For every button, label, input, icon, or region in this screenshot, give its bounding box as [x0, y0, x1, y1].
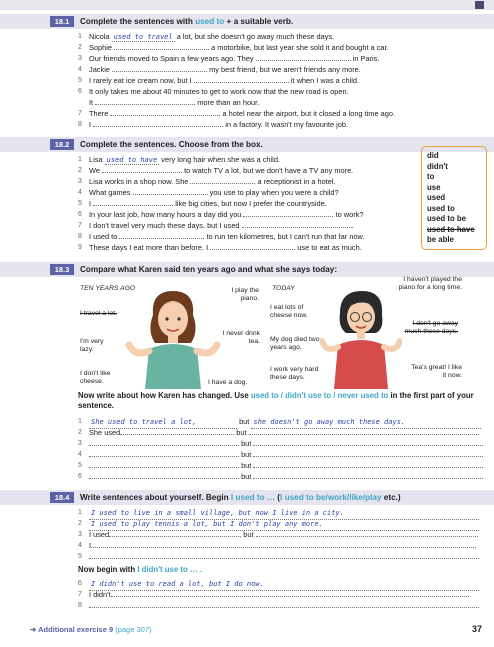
blank-field[interactable] — [256, 53, 351, 61]
answer-field[interactable]: I used to play tennis a lot, but I don't play any more. — [89, 519, 479, 531]
blank-field[interactable] — [114, 42, 209, 50]
blank-field[interactable] — [95, 97, 195, 105]
karen-today-illustration — [320, 285, 402, 389]
exercise-title: Compare what Karen said ten years ago and what she says today: — [80, 265, 338, 274]
blank-field[interactable] — [89, 460, 239, 468]
answer-field[interactable]: She used to travel a lot, — [89, 417, 237, 429]
exercise-title: Write sentences about yourself. Begin I used to … (I used to be/work/like/play etc.) — [80, 493, 401, 502]
quote-lazy: I'm very lazy. — [80, 338, 104, 353]
quote-work-hard: I work very hard these days. — [270, 366, 319, 381]
blank-field[interactable] — [109, 529, 239, 537]
blank-field[interactable] — [120, 427, 234, 435]
blank-field[interactable] — [102, 165, 182, 173]
blank-field[interactable] — [93, 119, 223, 127]
ex4-begin-instruction: Now begin with I didn't use to … . — [78, 565, 203, 574]
young-karen-illustration — [125, 285, 221, 389]
blank-field[interactable] — [256, 529, 478, 537]
blank-field[interactable] — [210, 242, 295, 250]
blank-field[interactable] — [242, 220, 352, 228]
quote-piano: I play the piano. — [231, 287, 259, 302]
section-18-2-header — [0, 137, 494, 152]
answer-field[interactable]: I didn't use to read a lot, but I do now. — [89, 579, 479, 591]
blank-field[interactable] — [93, 198, 173, 206]
blank-field[interactable] — [253, 438, 483, 446]
blank-field[interactable] — [112, 64, 207, 72]
ex3-instructions: Now write about how Karen has changed. Use used to / didn't use to / never used to in the first part of your sentence. — [78, 391, 474, 410]
today-heading: TODAY — [272, 285, 295, 292]
blank-field[interactable] — [89, 600, 479, 608]
answer-field[interactable]: used to have — [106, 156, 158, 164]
answer-field[interactable]: I used to live in a small village, but now I live in a city. — [89, 508, 479, 520]
quote-cheese: I don't like cheese. — [80, 370, 111, 385]
ten-years-ago-heading: TEN YEARS AGO — [80, 285, 136, 292]
quote-tea-great: Tea's great! I like it now. — [411, 364, 462, 379]
blank-field[interactable] — [133, 187, 208, 195]
blank-field[interactable] — [249, 427, 479, 435]
blank-field[interactable] — [190, 176, 255, 184]
blank-field[interactable] — [111, 589, 469, 597]
section-18-3-header — [0, 262, 494, 277]
blank-field[interactable] — [253, 449, 483, 457]
blank-field[interactable] — [89, 449, 239, 457]
quote-not-away: I don't go away much these days. — [404, 320, 458, 335]
exercise-number: 18.1 — [50, 16, 74, 27]
exercise-title: Complete the sentences with used to + a suitable verb. — [80, 17, 294, 26]
quote-not-played: I haven't played the piano for a long time. — [398, 276, 462, 291]
exercise-title: Complete the sentences. Choose from the box. — [80, 140, 263, 149]
blank-field[interactable] — [194, 75, 289, 83]
quote-tea: I never drink tea. — [222, 330, 260, 345]
blank-field[interactable] — [253, 460, 483, 468]
quote-dog: I have a dog. — [208, 379, 248, 386]
page-number: 37 — [471, 624, 482, 634]
exercise-number: 18.4 — [50, 492, 74, 503]
top-bar — [0, 0, 494, 10]
answer-field[interactable]: she doesn't go away much these days. — [251, 417, 481, 429]
section-18-4-header — [0, 490, 494, 505]
blank-field[interactable] — [253, 471, 483, 479]
footer-additional-exercise[interactable]: ➜ Additional exercise 9 (page 307) — [30, 625, 152, 634]
blank-field[interactable] — [243, 209, 333, 217]
blank-field[interactable] — [89, 438, 239, 446]
quote-eat-cheese: I eat lots of cheese now. — [270, 304, 308, 319]
exercise-number: 18.3 — [50, 264, 74, 275]
exercise-number: 18.2 — [50, 139, 74, 150]
corner-square — [475, 1, 484, 9]
quote-travel: I travel a lot. — [80, 310, 118, 317]
quote-dog-died: My dog died two years ago. — [270, 336, 320, 351]
blank-field[interactable] — [110, 108, 220, 116]
blank-field[interactable] — [89, 551, 479, 559]
word-box: did didn't to use used used to used to be used to have be able — [421, 146, 487, 250]
section-18-1-header — [0, 14, 494, 29]
blank-field[interactable] — [119, 231, 204, 239]
answer-field[interactable]: used to travel — [113, 33, 173, 41]
blank-field[interactable] — [89, 471, 239, 479]
blank-field[interactable] — [91, 540, 476, 548]
